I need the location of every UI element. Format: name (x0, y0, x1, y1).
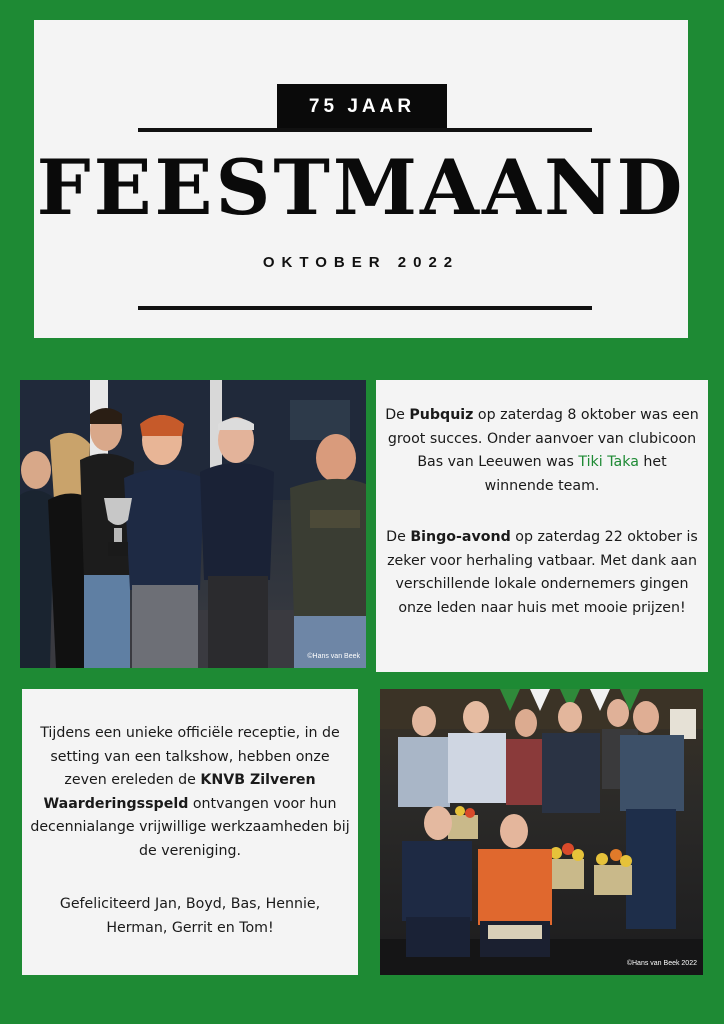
text-span: ontvangen voor hun decennialange vrijwillige werkzaamheden bij de vereniging. (30, 795, 350, 859)
text-span: De (386, 529, 411, 545)
bingo-highlight: Bingo-avond (410, 529, 511, 545)
award-highlight: KNVB Zilveren Waarderingsspeld (43, 772, 316, 812)
anniversary-badge: 75 JAAR (277, 84, 447, 130)
photo-credit: ©Hans van Beek 2022 (626, 960, 697, 967)
pubquiz-photo-illustration (20, 380, 366, 668)
header-panel (34, 20, 688, 338)
reception-textbox (22, 689, 358, 975)
pubquiz-paragraph (384, 404, 700, 498)
top-divider (138, 128, 592, 132)
page-title: FEESTMAAND (36, 143, 686, 232)
photo-credit: ©Hans van Beek (307, 653, 360, 660)
pubquiz-winners-photo (20, 380, 366, 668)
bottom-divider (138, 306, 592, 310)
text-span: De (385, 407, 410, 423)
reception-photo-illustration (380, 689, 703, 975)
text-span: op zaterdag 8 oktober was een groot succes. Onder aanvoer van clubicoon Bas van Leeuwen was (387, 407, 699, 470)
text-span: op zaterdag 22 oktober is zeker voor herhaling vatbaar. Met dank aan verschillende lokale ondernemers gingen onze leden naar huis met mooie prijzen! (387, 529, 698, 616)
text-span: het winnende team. (484, 454, 667, 494)
events-textbox (376, 380, 708, 672)
text-span: Tijdens een unieke officiële receptie, in de setting van een talkshow, hebben onze zeven ereleden de (40, 725, 340, 788)
bingo-paragraph (384, 526, 700, 620)
congratulations-paragraph: Gefeliciteerd Jan, Boyd, Bas, Hennie, Herman, Gerrit en Tom! (59, 896, 321, 936)
honorary-members-photo (380, 689, 703, 975)
winning-team-name: Tiki Taka (578, 454, 639, 470)
page-subtitle: OKTOBER 2022 (262, 254, 460, 271)
pubquiz-highlight: Pubquiz (409, 407, 474, 423)
reception-paragraph (30, 722, 350, 863)
